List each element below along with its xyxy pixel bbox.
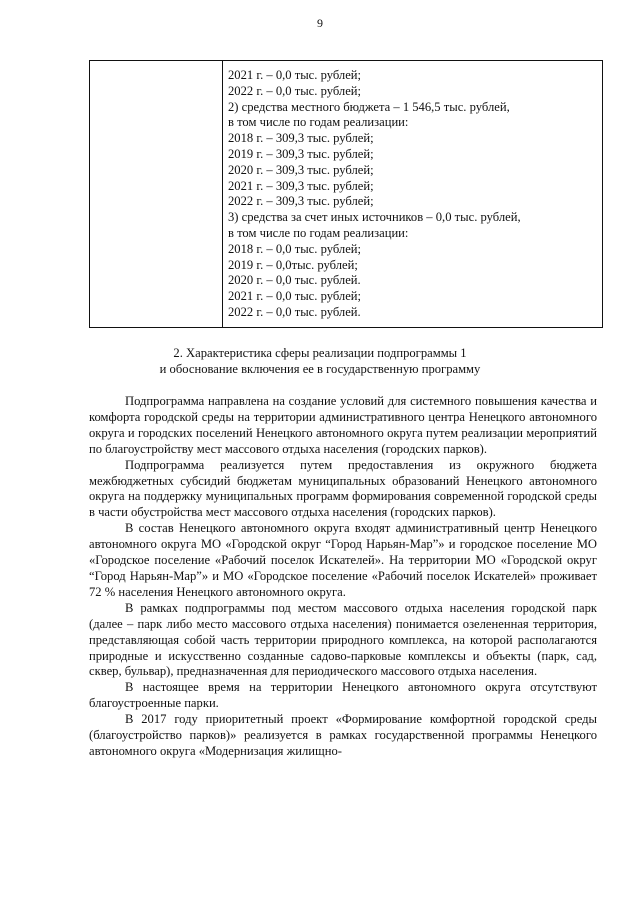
body-paragraph: Подпрограмма реализуется путем предоставления из окружного бюджета межбюджетных субсидий бюджетам муниципальных образований Ненецкого автономного округа на поддержку муниципальных программ формирования современной городской среды в части обустройства мест массового отдыха населения (городских парков). — [89, 457, 597, 520]
section-heading — [0, 345, 640, 377]
funding-line: 2021 г. – 0,0 тыс. рублей; — [228, 289, 362, 304]
funding-line: в том числе по годам реализации: — [228, 115, 409, 130]
funding-line: 2019 г. – 0,0тыс. рублей; — [228, 257, 358, 272]
funding-line: 2021 г. – 309,3 тыс. рублей; — [228, 178, 374, 193]
funding-line: 2020 г. – 309,3 тыс. рублей; — [228, 162, 374, 177]
body-paragraph: В настоящее время на территории Ненецкого автономного округа отсутствуют благоустроенные парки. — [89, 680, 597, 711]
body-paragraph: В рамках подпрограммы под местом массового отдыха населения городской парк (далее – парк либо место массового отдыха населения) понимается озелененная территория, представляющая собой часть территории природного комплекса, на которой располагаются природные и искусственно созданные садово-парковые комплексы и объекты (парк, сад, сквер, бульвар), предназначенная для периодического массового отдыха населения. — [89, 600, 597, 679]
funding-line: 2022 г. – 309,3 тыс. рублей; — [228, 194, 374, 209]
section-heading-line: и обоснование включения ее в государственную программу — [159, 362, 481, 376]
page-number: 9 — [317, 16, 323, 30]
funding-line: 2019 г. – 309,3 тыс. рублей; — [228, 146, 374, 161]
section-body — [89, 394, 597, 760]
funding-line: 3) средства за счет иных источников – 0,0 тыс. рублей, — [228, 210, 521, 225]
funding-line: 2018 г. – 0,0 тыс. рублей; — [228, 241, 362, 256]
funding-line: в том числе по годам реализации: — [228, 225, 409, 240]
funding-line: 2022 г. – 0,0 тыс. рублей; — [228, 83, 362, 98]
body-paragraph: Подпрограмма направлена на создание условий для системного повышения качества и комфорта городской среды на территории административного центра Ненецкого автономного округа и городских поселений Ненецкого автономного округа путем реализации мероприятий по благоустройству мест массового отдыха населения (городских парков). — [89, 394, 597, 456]
funding-line: 2021 г. – 0,0 тыс. рублей; — [228, 68, 362, 82]
section-heading-line: 2. Характеристика сферы реализации подпрограммы 1 — [173, 346, 467, 360]
body-paragraph: В 2017 году приоритетный проект «Формирование комфортной городской среды (благоустройство парков)» реализуется в рамках государственной программы Ненецкого автономного округа «Модернизация жилищно- — [89, 712, 597, 758]
funding-line: 2018 г. – 309,3 тыс. рублей; — [228, 131, 374, 146]
funding-cell — [228, 68, 598, 321]
funding-line: 2022 г. – 0,0 тыс. рублей. — [228, 304, 361, 319]
body-paragraph: В состав Ненецкого автономного округа входят административный центр Ненецкого автономного округа МО «Городской округ “Город Нарьян-Мар”» и городское поселение МО «Городское поселение «Рабочий поселок Искателей». На территории МО «Городской округ “Город Нарьян-Мар”» и МО «Городское поселение «Рабочий поселок Искателей» проживает 72 % населения Ненецкого автономного округа. — [89, 521, 597, 599]
funding-line: 2) средства местного бюджета – 1 546,5 тыс. рублей, — [228, 99, 510, 114]
table-column-divider — [222, 61, 223, 327]
funding-line: 2020 г. – 0,0 тыс. рублей. — [228, 273, 361, 288]
funding-table — [89, 60, 603, 328]
